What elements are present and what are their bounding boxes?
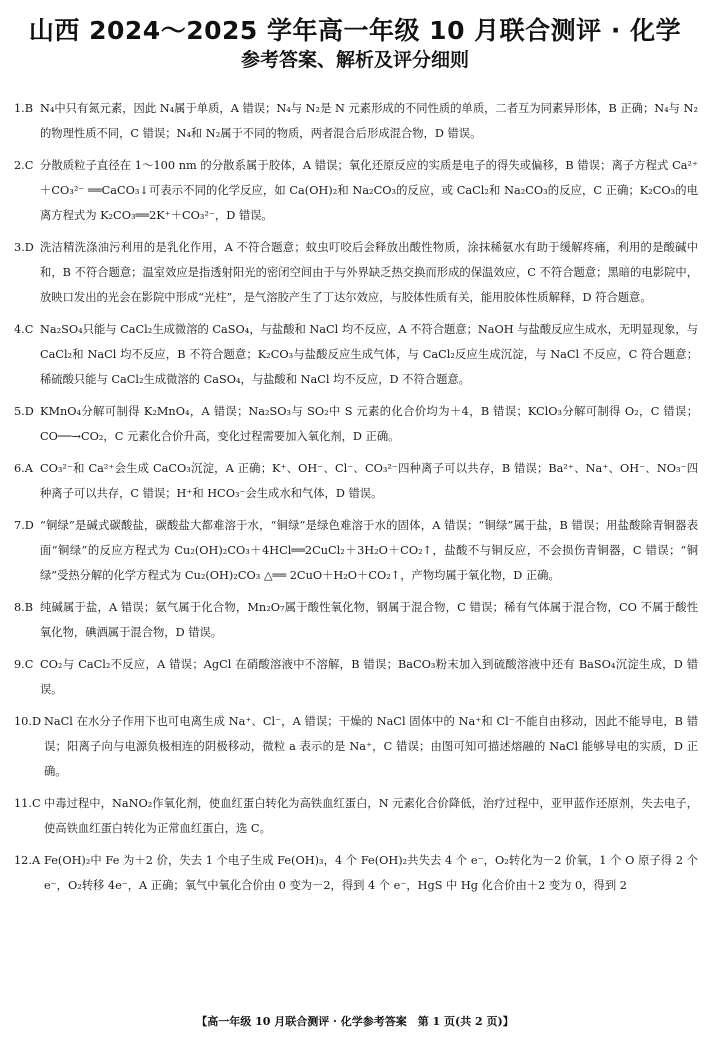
answer-item-11: [14, 791, 698, 841]
page-title: 山西 2024～2025 学年高一年级 10 月联合测评 · 化学: [28, 16, 682, 45]
answer-explanation: 纯碱属于盐，A 错误；氨气属于化合物，Mn₂O₇属于酸性氧化物，钢属于混合物，C 错误；稀有气体属于混合物，CO 不属于酸性氧化物，碘酒属于混合物，D 错误。: [40, 601, 698, 639]
answer-item-5: [14, 399, 698, 449]
answer-explanation: 中毒过程中，NaNO₂作氧化剂，使血红蛋白转化为高铁血红蛋白，N 元素化合价降低，治疗过程中，亚甲蓝作还原剂，失去电子，使高铁血红蛋白转化为正常血红蛋白，选 C。: [44, 797, 698, 835]
answer-item-6: [14, 456, 698, 506]
answer-explanation: “铜绿”是碱式碳酸盐，碳酸盐大都难溶于水，“铜绿”是绿色难溶于水的固体，A 错误；“铜绿”属于盐，B 错误；用盐酸除青铜器表面“铜绿”的反应方程式为 Cu₂(OH)₂CO₃＋4HCl══2CuCl₂＋3H₂O＋CO₂↑，盐酸不与铜反应，不会损伤青铜器，C 错误；“铜绿”受热分解的化学方程式为 Cu₂(OH)₂CO₃ △══ 2CuO＋H₂O＋CO₂↑，产物均属于氧化物，D 正确。: [40, 519, 698, 582]
answer-explanation: Na₂SO₄只能与 CaCl₂生成微溶的 CaSO₄，与盐酸和 NaCl 均不反应，A 不符合题意；NaOH 与盐酸反应生成水，无明显现象，与 CaCl₂和 NaCl 均不反应，B 不符合题意；K₂CO₃与盐酸反应生成气体，与 CaCl₂反应生成沉淀，与 NaCl 不反应，C 符合题意；稀硫酸只能与 CaCl₂生成微溶的 CaSO₄，与盐酸和 NaCl 均不反应，D 不符合题意。: [40, 323, 698, 386]
answer-item-4: [14, 317, 698, 392]
answer-explanation: Fe(OH)₂中 Fe 为＋2 价，失去 1 个电子生成 Fe(OH)₃，4 个 Fe(OH)₂共失去 4 个 e⁻，O₂转化为－2 价氧，1 个 O 原子得 2 个 e⁻，O₂转移 4e⁻，A 正确；氧气中氧化合价由 0 变为－2，得到 4 个 e⁻，HgS 中 Hg 化合价由＋2 变为 0，得到 2: [44, 854, 698, 892]
answer-number: 8.B: [14, 601, 34, 614]
answer-item-3: [14, 235, 698, 310]
answer-number: 3.D: [14, 241, 34, 254]
answer-item-2: [14, 153, 698, 228]
answer-explanation: NaCl 在水分子作用下也可电离生成 Na⁺、Cl⁻，A 错误；干燥的 NaCl 固体中的 Na⁺和 Cl⁻不能自由移动，因此不能导电，B 错误；阳离子向与电源负极相连的阴极移动，微粒 a 表示的是 Na⁺，C 错误；由图可知可描述熔融的 NaCl 能够导电的实质，D 正确。: [44, 715, 698, 778]
answer-number: 9.C: [14, 658, 34, 671]
answer-explanation: KMnO₄分解可制得 K₂MnO₄，A 错误；Na₂SO₃与 SO₂中 S 元素的化合价均为＋4，B 错误；KClO₃分解可制得 O₂，C 错误；CO──→CO₂，C 元素化合价升高，变化过程需要加入氧化剂，D 正确。: [40, 405, 698, 443]
answer-number: 5.D: [14, 405, 34, 418]
answer-item-1: [14, 96, 698, 146]
answer-explanation: 分散质粒子直径在 1～100 nm 的分散系属于胶体，A 错误；氧化还原反应的实质是电子的得失或偏移，B 错误；离子方程式 Ca²⁺＋CO₃²⁻ ══CaCO₃↓可表示不同的化学反应，如 Ca(OH)₂和 Na₂CO₃的反应，或 CaCl₂和 Na₂CO₃的反应，C 正确；K₂CO₃的电离方程式为 K₂CO₃══2K⁺＋CO₃²⁻，D 错误。: [40, 159, 698, 222]
answer-list: [14, 96, 698, 905]
answer-item-10: [14, 709, 698, 784]
answer-explanation: N₄中只有氮元素，因此 N₄属于单质，A 错误；N₄与 N₂是 N 元素形成的不同性质的单质，二者互为同素异形体，B 正确；N₄与 N₂的物理性质不同，C 错误；N₄和 N₂属于不同的物质，两者混合后形成混合物，D 错误。: [40, 102, 698, 140]
answer-number: 12.A: [14, 854, 41, 867]
answer-number: 1.B: [14, 102, 34, 115]
page-subtitle: 参考答案、解析及评分细则: [240, 49, 469, 71]
answer-item-12: [14, 848, 698, 898]
answer-item-8: [14, 595, 698, 645]
answer-number: 10.D: [14, 715, 42, 728]
answer-explanation: 洗洁精洗涤油污利用的是乳化作用，A 不符合题意；蚊虫叮咬后会释放出酸性物质，涂抹稀氨水有助于缓解疼痛，利用的是酸碱中和，B 不符合题意；温室效应是指透射阳光的密闭空间由于与外界缺乏热交换而形成的保温效应，C 不符合题意；黑暗的电影院中，放映口发出的光会在影院中形成“光柱”，是气溶胶产生了丁达尔效应，与胶体性质有关，能用胶体性质解释，D 符合题意。: [40, 241, 698, 304]
answer-number: 7.D: [14, 519, 34, 532]
answer-item-7: [14, 513, 698, 588]
answer-explanation: CO₂与 CaCl₂不反应，A 错误；AgCl 在硝酸溶液中不溶解，B 错误；BaCO₃粉末加入到硫酸溶液中还有 BaSO₄沉淀生成，D 错误。: [40, 658, 698, 696]
answer-number: 6.A: [14, 462, 33, 475]
answer-explanation: CO₃²⁻和 Ca²⁺会生成 CaCO₃沉淀，A 正确；K⁺、OH⁻、Cl⁻、CO₃²⁻四种离子可以共存，B 错误；Ba²⁺、Na⁺、OH⁻、NO₃⁻四种离子可以共存，C 错误；H⁺和 HCO₃⁻会生成水和气体，D 错误。: [40, 462, 698, 500]
answer-number: 11.C: [14, 797, 41, 810]
answer-number: 2.C: [14, 159, 34, 172]
answer-item-9: [14, 652, 698, 702]
answer-number: 4.C: [14, 323, 34, 336]
page-footer: 【高一年级 10 月联合测评 · 化学参考答案 第 1 页(共 2 页)】: [196, 1015, 514, 1028]
